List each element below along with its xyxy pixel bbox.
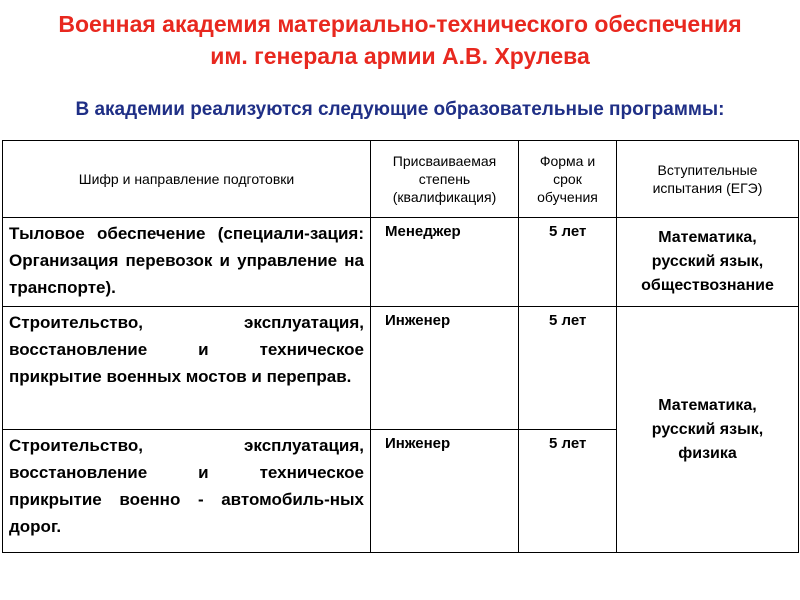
- row-form: 5 лет: [519, 307, 617, 430]
- page-title: [0, 8, 800, 72]
- table-header-row: [3, 141, 799, 218]
- header-direction-label: Шифр и направление подготовки: [78, 171, 295, 187]
- header-degree: [371, 141, 519, 218]
- header-form: [519, 141, 617, 218]
- row-exams: [617, 218, 799, 307]
- row-degree: Инженер: [371, 430, 519, 553]
- merged-exams: [617, 307, 799, 553]
- row-direction: Строительство, эксплуатация, восстановление и техническое прикрытие военных мостов и переправ.: [3, 307, 371, 430]
- exam-item: Математика,: [658, 396, 757, 414]
- row-degree: Менеджер: [371, 218, 519, 307]
- row-degree: Инженер: [371, 307, 519, 430]
- table-row: [3, 307, 799, 430]
- row-form: 5 лет: [519, 430, 617, 553]
- table-row: [3, 218, 799, 307]
- exam-item: русский язык,: [651, 420, 764, 438]
- row-direction: Тыловое обеспечение (специали-зация: Организация перевозок и управление на транспорте).: [3, 218, 371, 307]
- programs-table: [2, 140, 799, 553]
- exam-item: обществознание: [641, 277, 774, 294]
- header-form-line: обучения: [537, 189, 598, 205]
- exam-item: Математика,: [658, 229, 757, 246]
- header-degree-line: (квалификация): [392, 189, 497, 205]
- header-direction: [3, 141, 371, 218]
- header-degree-line: Присваиваемая: [392, 153, 497, 169]
- title-line-1: Военная академия материально-технического обеспечения: [58, 11, 742, 37]
- header-exams-line: испытания (ЕГЭ): [652, 180, 763, 196]
- header-exams-line: Вступительные: [657, 162, 758, 178]
- title-line-2: им. генерала армии А.В. Хрулева: [210, 43, 590, 69]
- header-form-line: срок: [553, 171, 582, 187]
- row-direction: Строительство, эксплуатация, восстановление и техническое прикрытие военно - автомобиль-ных дорог.: [3, 430, 371, 553]
- header-degree-line: степень: [418, 171, 471, 187]
- page-subtitle: В академии реализуются следующие образовательные программы:: [75, 99, 725, 120]
- exam-item: физика: [678, 444, 737, 462]
- header-exams: [617, 141, 799, 218]
- exam-item: русский язык,: [651, 253, 764, 270]
- header-form-line: Форма и: [539, 153, 596, 169]
- row-form: 5 лет: [519, 218, 617, 307]
